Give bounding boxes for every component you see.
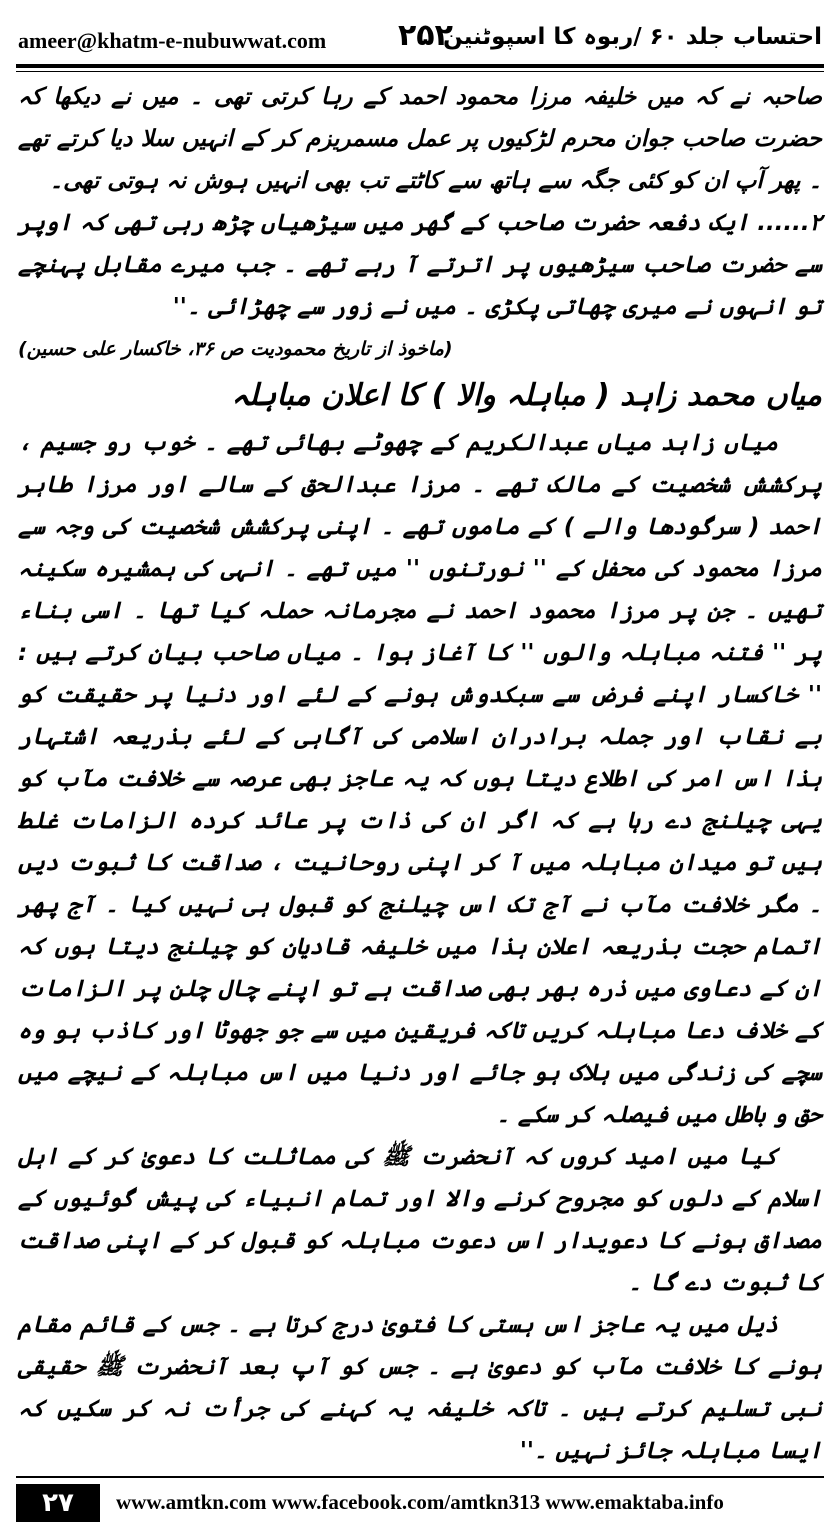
page-body bbox=[18, 76, 822, 1466]
section-heading: میاں محمد زاہد ( مباہلہ والا ) کا اعلان مباہلہ bbox=[231, 378, 822, 413]
page-number: ۲۵۲ bbox=[398, 18, 453, 53]
paragraph-5: ذیل میں یہ عاجز اس ہستی کا فتویٰ درج کرتا ہے ۔ جس کے قائم مقام ہونے کا خلافت مآب کو دعویٰ ہے ۔ جس کو آپ بعد آنحضرت ﷺ حقیقی نبی تسلیم کرتے ہیں ۔ تاکہ خلیفہ یہ کہنے کی جرأت نہ کر سکیں کہ ایسا مباہلہ جائز نہیں ۔'' bbox=[18, 1312, 822, 1464]
footer-page-badge: ۲۷ bbox=[16, 1484, 100, 1522]
book-title: احتساب جلد ۶۰ /ربوہ کا اسپوٹنین bbox=[443, 24, 822, 50]
paragraph-2: ۲...... ایک دفعہ حضرت صاحب کے گھر میں سیڑھیاں چڑھ رہی تھی کہ اوپر سے حضرت صاحب سیڑھیوں پر اترتے آ رہے تھے ۔ جب میرے مقابل پہنچے تو انہوں نے میری چھاتی پکڑی ۔ میں نے زور سے چھڑائی ۔'' bbox=[18, 210, 822, 320]
reference-line bbox=[18, 328, 822, 370]
header-divider bbox=[16, 64, 824, 72]
footer-divider bbox=[16, 1476, 824, 1478]
header-email: ameer@khatm-e-nubuwwat.com bbox=[18, 28, 327, 53]
paragraph-4: کیا میں امید کروں کہ آنحضرت ﷺ کی مماثلت کا دعویٰ کر کے اہل اسلام کے دلوں کو مجروح کرنے والا اور تمام انبیاء کی پیش گوئیوں کے مصداق ہونے کا دعویدار اس دعوت مباہلہ کو قبول کر کے اپنی صداقت کا ثبوت دے گا ۔ bbox=[18, 1144, 822, 1296]
footer-links: www.amtkn.com www.facebook.com/amtkn313 www.emaktaba.info bbox=[116, 1490, 724, 1514]
page-header bbox=[16, 14, 824, 64]
source-reference: (ماخوذ از تاریخ محمودیت ص ۳۶، خاکسار علی حسین) bbox=[18, 338, 453, 360]
page-footer bbox=[16, 1476, 824, 1526]
paragraph-1: صاحبہ نے کہ میں خلیفہ مرزا محمود احمد کے رہا کرتی تھی ۔ میں نے دیکھا کہ حضرت صاحب جوان محرم لڑکیوں پر عمل مسمریزم کر کے انہیں سلا دیا کرتے تھے ۔ پھر آپ ان کو کئی جگہ سے ہاتھ سے کاٹتے تب بھی انہیں ہوش نہ ہوتی تھی۔ bbox=[18, 84, 822, 194]
paragraph-3: میاں زاہد میاں عبدالکریم کے چھوٹے بھائی تھے ۔ خوب رو جسیم ، پرکشش شخصیت کے مالک تھے ۔ مرزا عبدالحق کے سالے اور مرزا طاہر احمد ( سرگودھا والے ) کے ماموں تھے ۔ اپنی پرکشش شخصیت کی وجہ سے مرزا محمود کی محفل کے '' نورتنوں '' میں تھے ۔ انہی کی ہمشیرہ سکینہ تھیں ۔ جن پر مرزا محمود احمد نے مجرمانہ حملہ کیا تھا ۔ اسی بناء پر '' فتنہ مباہلہ والوں '' کا آغاز ہوا ۔ میاں صاحب بیان کرتے ہیں : '' خاکسار اپنے فرض سے سبکدوش ہونے کے لئے اور دنیا پر حقیقت کو بے نقاب اور جملہ برادران اسلامی کی آگاہی کے لئے بذریعہ اشتہار ہذا اس امر کی اطلاع دیتا ہوں کہ یہ عاجز بھی عرصہ سے خلافت مآب کو یہی چیلنج دے رہا ہے کہ اگر ان کی ذات پر عائد کردہ الزامات غلط ہیں تو میدان مباہلہ میں آ کر اپنی روحانیت ، صداقت کا ثبوت دیں ۔ مگر خلافت مآب نے آج تک اس چیلنج کو قبول ہی نہیں کیا ۔ آج پھر اتمام حجت بذریعہ اعلان ہذا میں خلیفہ قادیان کو چیلنج دیتا ہوں کہ ان کے دعاوی میں ذرہ بھر بھی صداقت ہے تو اپنے چال چلن پر الزامات کے خلاف دعا مباہلہ کریں تاکہ فریقین میں سے جو جھوٹا اور کاذب ہو وہ سچے کی زندگی میں ہلاک ہو جائے اور دنیا میں اس مباہلہ کے نیچے میں حق و باطل میں فیصلہ کر سکے ۔ bbox=[18, 430, 822, 1128]
